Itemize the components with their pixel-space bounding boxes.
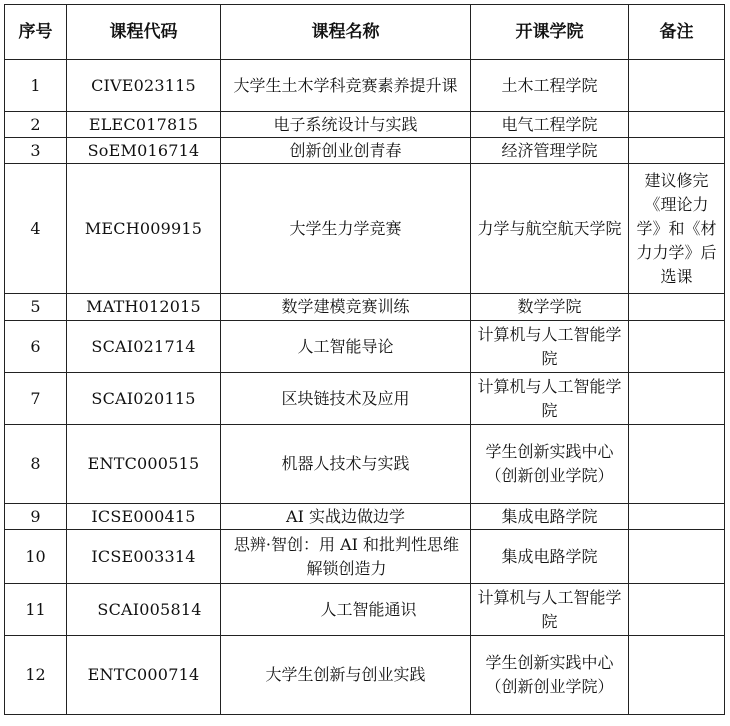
table-row xyxy=(5,138,725,164)
row-remark-cell xyxy=(629,504,725,530)
table-row xyxy=(5,112,725,138)
row-code-cell: ENTC000714 xyxy=(67,636,221,715)
row-code-cell: ELEC017815 xyxy=(67,112,221,138)
table-row xyxy=(5,636,725,715)
row-code-cell: SCAI020115 xyxy=(67,373,221,425)
header-row xyxy=(5,5,725,60)
row-remark-cell xyxy=(629,112,725,138)
row-seq-cell: 4 xyxy=(5,164,67,294)
header-code: 课程代码 xyxy=(67,5,221,60)
course-table xyxy=(4,4,725,715)
row-code-cell: CIVE023115 xyxy=(67,60,221,112)
row-remark-cell xyxy=(629,321,725,373)
row-seq-cell: 10 xyxy=(5,530,67,584)
row-course-name-cell: 创新创业创青春 xyxy=(221,138,471,164)
row-seq-cell: 12 xyxy=(5,636,67,715)
row-course-name-cell: 思辨·智创：用 AI 和批判性思维解锁创造力 xyxy=(221,530,471,584)
row-remark-cell xyxy=(629,138,725,164)
row-remark-cell xyxy=(629,636,725,715)
row-college-cell: 计算机与人工智能学院 xyxy=(471,373,629,425)
row-code-cell: SCAI021714 xyxy=(67,321,221,373)
row-seq-cell: 11 xyxy=(5,584,67,636)
row-college-cell: 集成电路学院 xyxy=(471,530,629,584)
row-seq-cell: 7 xyxy=(5,373,67,425)
row-course-name-cell: 大学生创新与创业实践 xyxy=(221,636,471,715)
table-row xyxy=(5,373,725,425)
row-code-cell: ICSE000415 xyxy=(67,504,221,530)
table-row xyxy=(5,60,725,112)
row-remark-cell xyxy=(629,60,725,112)
table-row xyxy=(5,321,725,373)
table-row xyxy=(5,294,725,321)
row-college-cell: 经济管理学院 xyxy=(471,138,629,164)
row-code-cell: SoEM016714 xyxy=(67,138,221,164)
row-course-name-cell: 大学生力学竞赛 xyxy=(221,164,471,294)
row-code-cell: MECH009915 xyxy=(67,164,221,294)
row-course-name-cell: 大学生土木学科竞赛素养提升课 xyxy=(221,60,471,112)
table-row xyxy=(5,164,725,294)
row-college-cell: 计算机与人工智能学院 xyxy=(471,321,629,373)
row-remark-cell xyxy=(629,425,725,504)
table-row xyxy=(5,504,725,530)
row-code-cell: ENTC000515 xyxy=(67,425,221,504)
header-name: 课程名称 xyxy=(221,5,471,60)
row-college-cell: 力学与航空航天学院 xyxy=(471,164,629,294)
row-course-name-cell: 数学建模竞赛训练 xyxy=(221,294,471,321)
row-remark-cell xyxy=(629,584,725,636)
table-row xyxy=(5,425,725,504)
row-course-name-cell: 电子系统设计与实践 xyxy=(221,112,471,138)
row-college-cell: 电气工程学院 xyxy=(471,112,629,138)
row-course-name-cell: 机器人技术与实践 xyxy=(221,425,471,504)
header-college: 开课学院 xyxy=(471,5,629,60)
row-seq-cell: 2 xyxy=(5,112,67,138)
row-seq-cell: 1 xyxy=(5,60,67,112)
row-seq-cell: 6 xyxy=(5,321,67,373)
row-college-cell: 土木工程学院 xyxy=(471,60,629,112)
row-college-cell: 学生创新实践中心（创新创业学院） xyxy=(471,636,629,715)
row-code-cell: SCAI005814 xyxy=(67,584,221,636)
row-course-name-cell: AI 实战边做边学 xyxy=(221,504,471,530)
row-code-cell: ICSE003314 xyxy=(67,530,221,584)
row-remark-cell xyxy=(629,373,725,425)
row-seq-cell: 5 xyxy=(5,294,67,321)
row-course-name-cell: 区块链技术及应用 xyxy=(221,373,471,425)
table-row xyxy=(5,530,725,584)
row-college-cell: 数学学院 xyxy=(471,294,629,321)
table-row xyxy=(5,584,725,636)
row-code-cell: MATH012015 xyxy=(67,294,221,321)
row-course-name-cell: 人工智能通识 xyxy=(221,584,471,636)
row-seq-cell: 8 xyxy=(5,425,67,504)
row-college-cell: 学生创新实践中心（创新创业学院） xyxy=(471,425,629,504)
row-course-name-cell: 人工智能导论 xyxy=(221,321,471,373)
header-seq: 序号 xyxy=(5,5,67,60)
row-seq-cell: 9 xyxy=(5,504,67,530)
row-remark-cell: 建议修完《理论力学》和《材力力学》后选课 xyxy=(629,164,725,294)
row-college-cell: 计算机与人工智能学院 xyxy=(471,584,629,636)
row-seq-cell: 3 xyxy=(5,138,67,164)
row-remark-cell xyxy=(629,294,725,321)
row-remark-cell xyxy=(629,530,725,584)
header-remark: 备注 xyxy=(629,5,725,60)
row-college-cell: 集成电路学院 xyxy=(471,504,629,530)
